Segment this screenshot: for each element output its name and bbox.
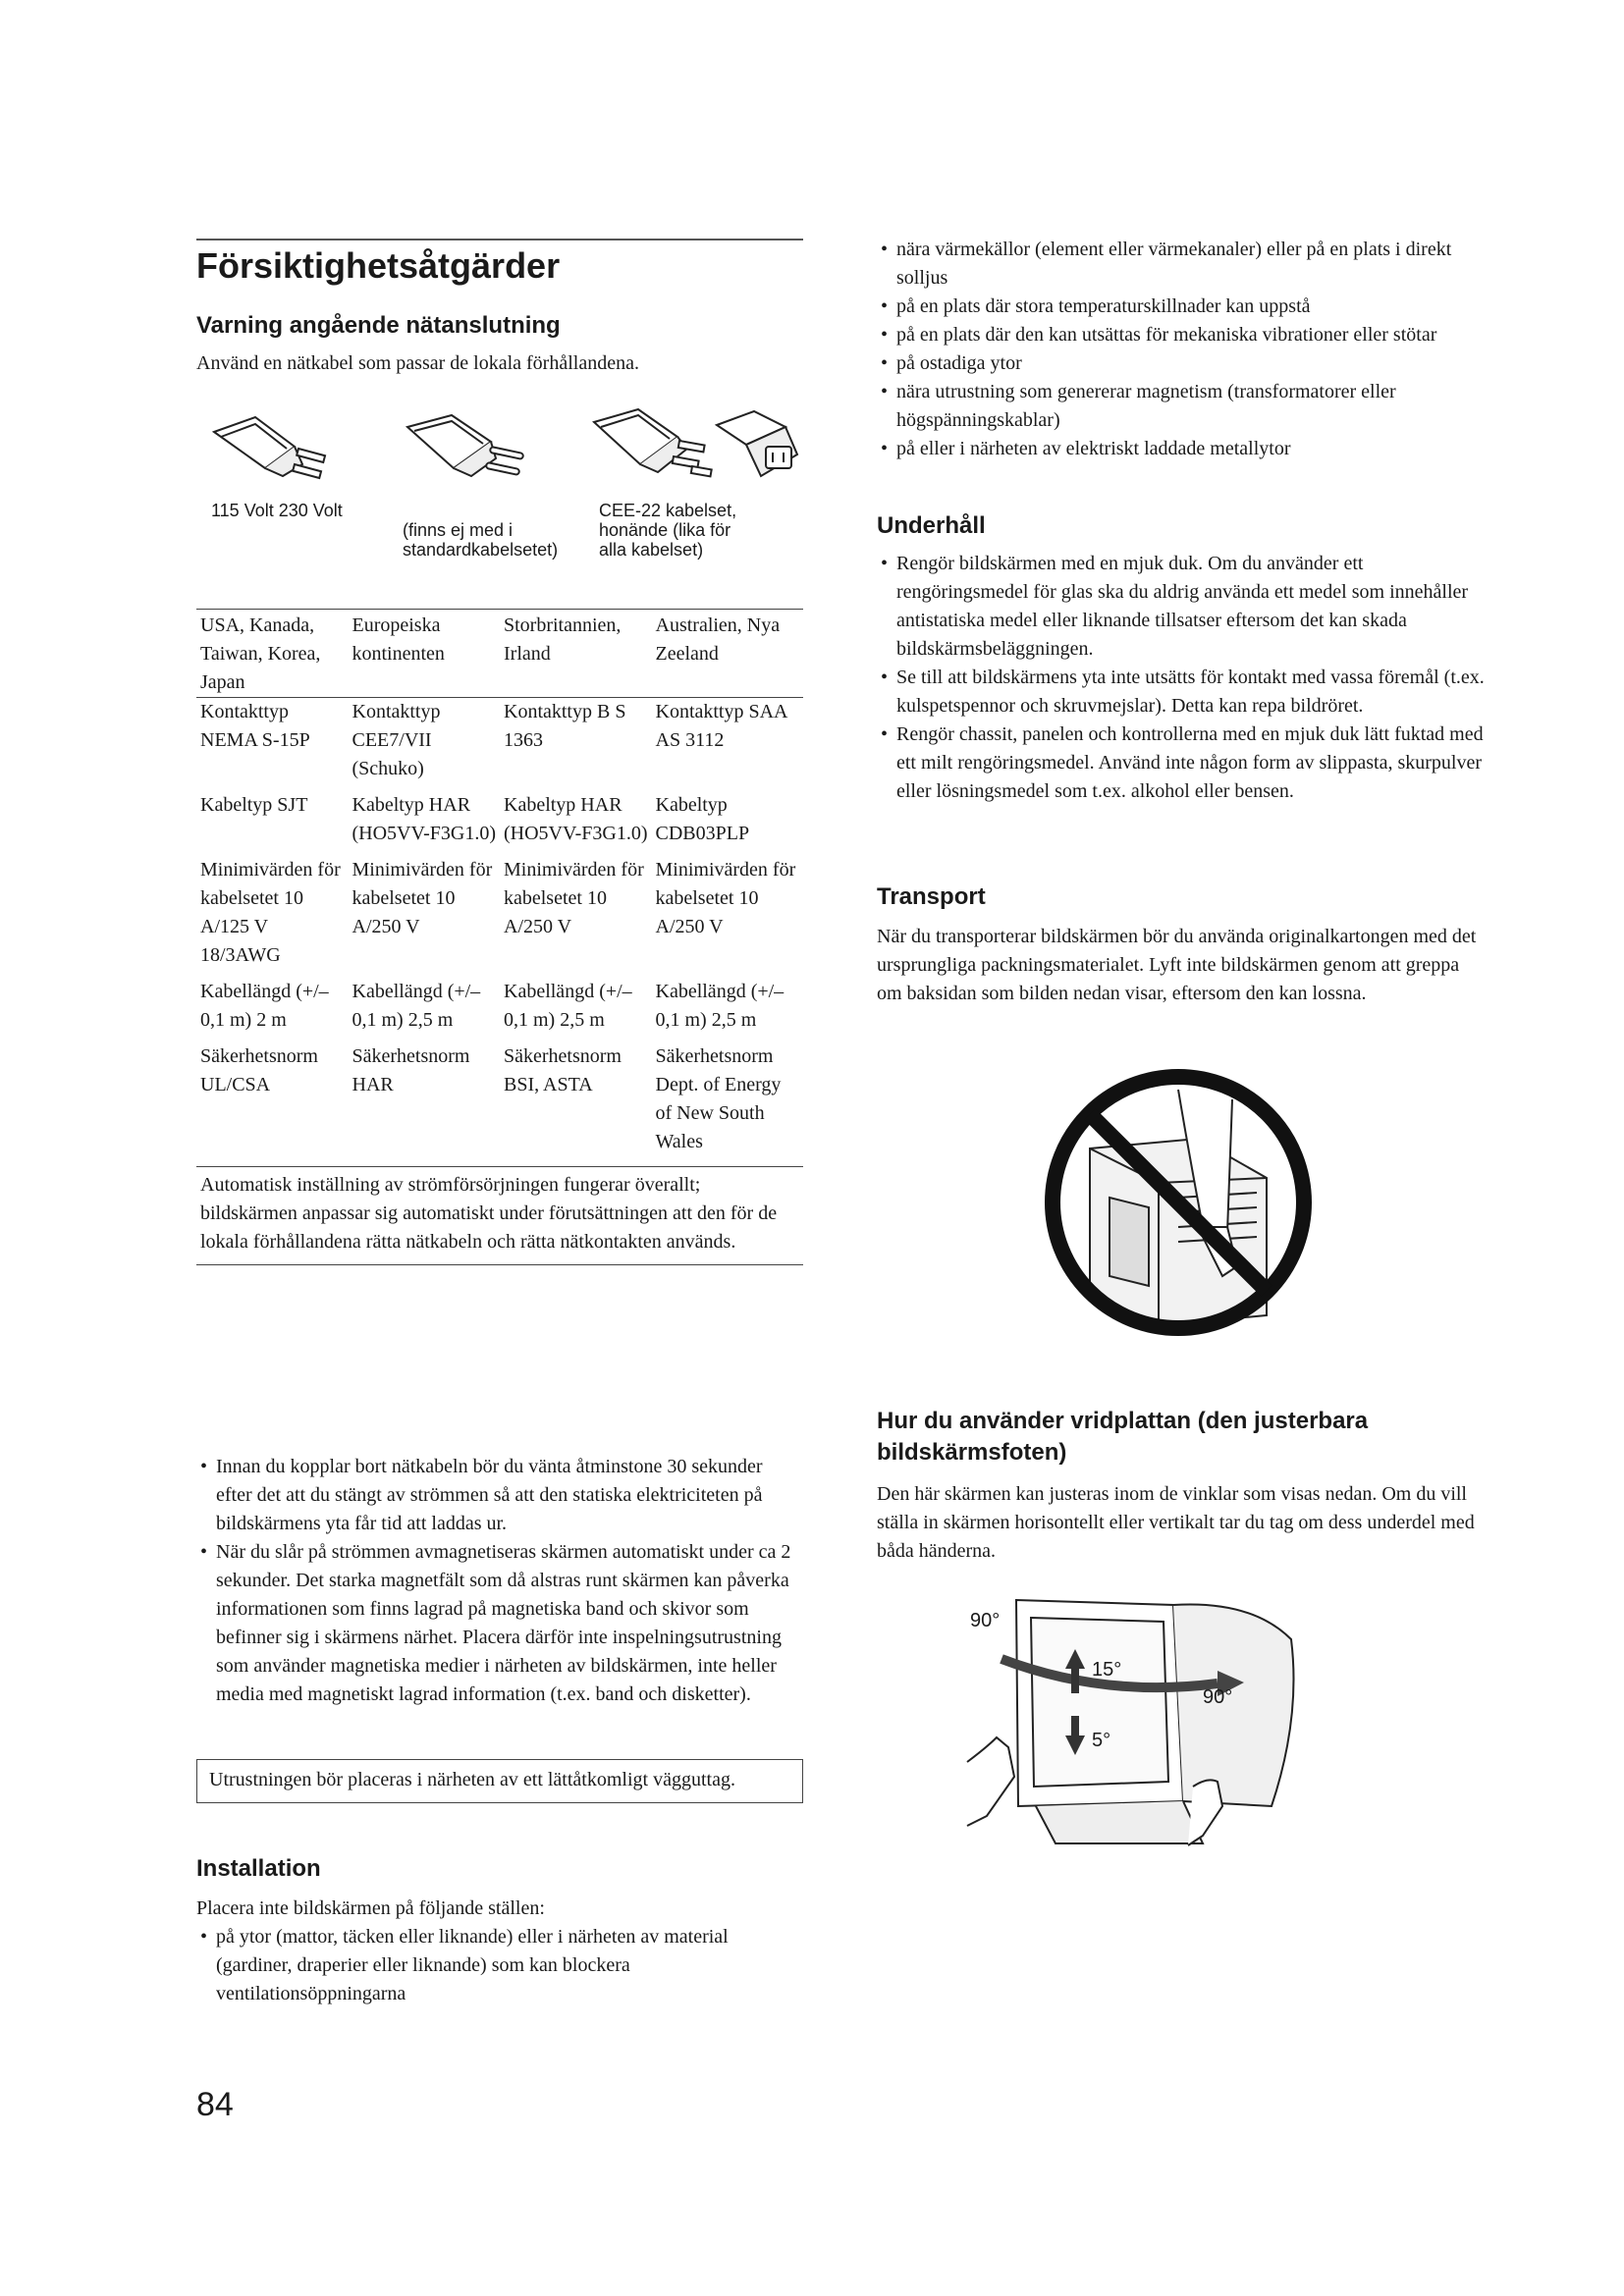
caption-voltage: 115 Volt 230 Volt [211,501,343,520]
table-row [196,612,803,698]
table-row [196,1035,803,1156]
notice-box: Utrustningen bör placeras i närheten av ett lättåtkomligt vägguttag. [196,1759,803,1803]
swivel-text: Den här skärmen kan justeras inom de vinklar som visas nedan. Om du vill ställa in skärmen horisontellt eller vertikalt tar du tag om dess underdel med båda händerna. [877,1483,1475,1562]
nema-plug-icon [214,417,325,478]
table-footnote: Automatisk inställning av strömförsörjningen fungerar överallt; bildskärmen anpassar sig automatiskt under förutsättningen att den för de lokala förhållandena rätta nätkabeln och rätta nätkontakten används. [196,1166,803,1265]
list-item: • på en plats där stora temperaturskillnader kan uppstå [877,293,1486,321]
cee22-connector-icon [717,411,797,476]
table-cell: Minimivärden för kabelsetet 10 A/125 V 18/3AWG [200,859,341,966]
list-item: • på ytor (mattor, täcken eller liknande) eller i närheten av material (gardiner, draperier eller liknande) som kan blockera ventilationsöppningarna [196,1923,803,2008]
table-top-rule [196,609,803,610]
plug-illustrations [196,398,803,501]
table-cell: Säkerhetsnorm Dept. of Energy of New South Wales [655,1045,782,1152]
swivel-illustration [957,1580,1321,1865]
table-cell: Storbritannien, Irland [504,614,622,665]
angle-up-label: 15° [1092,1659,1122,1681]
warning-heading: Varning angående nätanslutning [196,312,561,339]
list-item: • på eller i närheten av elektriskt laddade metallytor [877,435,1486,463]
table-cell: Kabellängd (+/– 0,1 m) 2,5 m [504,981,632,1031]
angle-right-label: 90° [1203,1686,1233,1708]
warning-intro: Använd en nätkabel som passar de lokala förhållandena. [196,352,639,374]
installation-list-right [877,236,1486,463]
table-cell: Säkerhetsnorm HAR [352,1045,470,1095]
table-cell: Kabellängd (+/– 0,1 m) 2 m [200,981,329,1031]
caption-uk-1: (finns ej med i [403,520,514,540]
list-item: • nära utrustning som genererar magnetism (transformatorer eller högspänningskablar) [877,378,1486,435]
list-item: • Rengör bildskärmen med en mjuk duk. Om du använder ett rengöringsmedel för glas ska du aldrig använda ett medel som innehåller antistatiska medel eller liknande tillsatser eftersom det kan skada bildskärmsbeläggningen. [877,550,1486,664]
table-cell: Minimivärden för kabelsetet 10 A/250 V [504,859,644,937]
caption-cee-1: CEE-22 kabelset, [599,501,737,520]
spec-table-wrap [196,612,803,1265]
list-item: • Innan du kopplar bort nätkabeln bör du vänta åtminstone 30 sekunder efter det att du stängt av strömmen så att den statiska elektriciteten på bildskärmens yta får tid att laddas ur. [196,1453,803,1538]
table-cell: USA, Kanada, Taiwan, Korea, Japan [200,614,321,693]
list-item: • nära värmekällor (element eller värmekanaler) eller på en plats i direkt solljus [877,236,1486,293]
title-rule [196,239,803,240]
right-hand-icon [1188,1780,1222,1845]
list-item: • på ostadiga ytor [877,349,1486,378]
table-cell: Europeiska kontinenten [352,614,445,665]
list-item: • När du slår på strömmen avmagnetiseras skärmen automatiskt under ca 2 sekunder. Det starka magnetfält som då alstras runt skärmen kan påverka informationen som finns lagrad på magnetiska band och skivor som befinner sig i skärmens närhet. Placera därför inte inspelningsutrustning som använder magnetiska medier i närheten av bildskärmen, inte heller media med magnetiskt lagrad information (t.ex. band och disketter). [196,1538,803,1709]
transport-heading: Transport [877,883,986,910]
left-bullet-list [196,1453,803,1709]
table-cell: Kabeltyp HAR (HO5VV-F3G1.0) [504,794,648,844]
table-cell: Kabellängd (+/– 0,1 m) 2,5 m [352,981,481,1031]
list-item: • Rengör chassit, panelen och kontrollerna med en mjuk duk lätt fuktad med ett milt rengöringsmedel. Använd inte någon form av slippasta, skurpulver eller lösningsmedel som t.ex. alkohol eller bensen. [877,721,1486,806]
table-cell: Kontakttyp SAA AS 3112 [655,701,787,751]
table-cell: Kabellängd (+/– 0,1 m) 2,5 m [655,981,785,1031]
table-cell: Kontakttyp CEE7/VII (Schuko) [352,701,441,779]
table-cell: Säkerhetsnorm BSI, ASTA [504,1045,622,1095]
installation-heading: Installation [196,1855,321,1882]
table-cell: Kabeltyp SJT [200,794,308,816]
transport-text: När du transporterar bildskärmen bör du använda originalkartongen med det ursprungliga packningsmaterialet. Lyft inte bildskärmen genom att greppa om baksidan som bilden nedan visar, eftersom den kan lossna. [877,926,1477,1004]
table-row [196,848,803,970]
installation-list-left [196,1923,803,2008]
table-cell: Kabeltyp HAR (HO5VV-F3G1.0) [352,794,496,844]
caption-cee-3: alla kabelset) [599,540,704,560]
table-cell: Kontakttyp NEMA S-15P [200,701,310,751]
maintenance-list [877,550,1486,806]
table-row [196,970,803,1035]
swivel-heading: Hur du använder vridplattan (den justerbara bildskärmsfoten) [877,1408,1369,1466]
page-title: Försiktighetsåtgärder [196,245,561,286]
page-number: 84 [196,2086,234,2123]
table-cell: Minimivärden för kabelsetet 10 A/250 V [352,859,493,937]
list-item: • Se till att bildskärmens yta inte utsätts för kontakt med vassa föremål (t.ex. kulspetspennor och skruvmejslar). Detta kan repa bildröret. [877,664,1486,721]
table-cell: Kabeltyp CDB03PLP [655,794,750,844]
caption-cee-2: honände (lika för [599,520,731,540]
table-row [196,698,803,784]
table-cell: Kontakttyp B S 1363 [504,701,626,751]
maintenance-heading: Underhåll [877,512,986,539]
table-cell: Minimivärden för kabelsetet 10 A/250 V [655,859,796,937]
list-item: • på en plats där den kan utsättas för mekaniska vibrationer eller stötar [877,321,1486,349]
angle-down-label: 5° [1092,1730,1111,1751]
angle-left-label: 90° [970,1610,1001,1631]
table-cell: Säkerhetsnorm UL/CSA [200,1045,318,1095]
installation-intro: Placera inte bildskärmen på följande ställen: [196,1897,545,1919]
spec-table [196,612,803,1156]
caption-uk-2: standardkabelsetet) [403,540,559,560]
no-lift-illustration [1031,1060,1326,1345]
left-hand-icon [967,1737,1014,1826]
schuko-plug-icon [407,415,523,476]
table-cell: Australien, Nya Zeeland [655,614,781,665]
table-row [196,783,803,848]
uk-plug-icon [594,409,712,476]
